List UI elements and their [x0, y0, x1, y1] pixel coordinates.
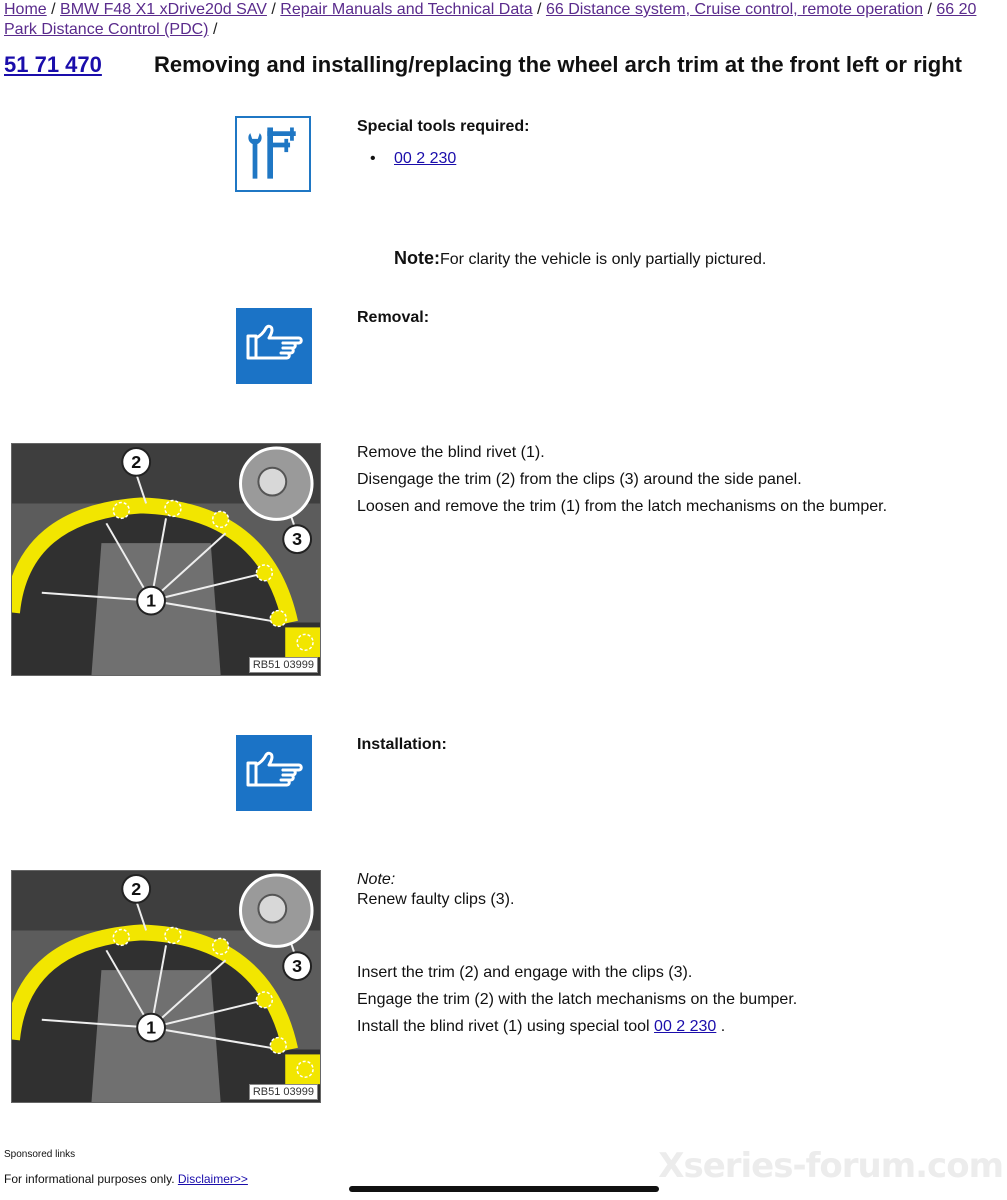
pointing-hand-icon — [236, 308, 312, 384]
removal-step: Remove the blind rivet (1). — [357, 444, 545, 461]
installation-step: Engage the trim (2) with the latch mechanisms on the bumper. — [357, 991, 798, 1008]
installation-step-text: Install the blind rivet (1) using special tool — [357, 1018, 650, 1035]
breadcrumb-manuals-link[interactable]: Repair Manuals and Technical Data — [280, 1, 533, 18]
removal-step: Disengage the trim (2) from the clips (3) around the side panel. — [357, 471, 802, 488]
sponsored-links-label: Sponsored links — [4, 1149, 76, 1160]
installation-steps — [357, 959, 797, 1040]
figure-code: RB51 03999 — [249, 657, 318, 673]
breadcrumb-separator: / — [212, 21, 218, 38]
breadcrumb-separator: / — [927, 1, 932, 18]
breadcrumb-separator: / — [51, 1, 56, 18]
installation-note-label: Note: — [357, 871, 396, 888]
installation-figure — [11, 870, 321, 1103]
home-indicator[interactable] — [349, 1186, 659, 1192]
figure-code: RB51 03999 — [249, 1084, 318, 1100]
special-tool-link[interactable]: 00 2 230 — [394, 150, 457, 167]
installation-heading: Installation: — [357, 736, 447, 753]
disclaimer-link[interactable]: Disclaimer>> — [177, 1172, 248, 1186]
footer-info — [4, 1172, 248, 1186]
callout-1: 1 — [146, 590, 157, 611]
repair-code-link[interactable]: 51 71 470 — [4, 52, 102, 77]
special-tools-icon — [235, 116, 311, 192]
callout-3: 3 — [292, 529, 303, 550]
special-tools-heading: Special tools required: — [357, 118, 530, 135]
special-tool-link[interactable]: 00 2 230 — [654, 1018, 717, 1035]
pointing-hand-icon — [236, 735, 312, 811]
removal-step: Loosen and remove the trim (1) from the latch mechanisms on the bumper. — [357, 498, 888, 515]
list-bullet: • — [370, 150, 376, 167]
breadcrumb-model-link[interactable]: BMW F48 X1 xDrive20d SAV — [60, 1, 267, 18]
breadcrumb-subgroup-link[interactable]: 66 20 Park Distance Control (PDC) — [4, 1, 977, 38]
installation-step — [357, 1013, 797, 1040]
site-watermark: Xseries-forum.com — [658, 1146, 1003, 1186]
callout-2: 2 — [131, 878, 142, 899]
installation-step: Insert the trim (2) and engage with the clips (3). — [357, 964, 693, 981]
removal-heading: Removal: — [357, 309, 430, 326]
special-tools-list — [370, 150, 456, 168]
page-title-text: Removing and installing/replacing the wheel arch trim at the front left or right — [154, 52, 962, 77]
removal-steps — [357, 439, 887, 520]
general-note — [394, 248, 766, 269]
breadcrumb — [4, 0, 1002, 40]
note-label: Note: — [394, 248, 440, 268]
page-title — [4, 52, 1004, 82]
breadcrumb-separator: / — [537, 1, 542, 18]
breadcrumb-separator: / — [271, 1, 276, 18]
note-text: For clarity the vehicle is only partially pictured. — [440, 251, 767, 268]
callout-1: 1 — [146, 1017, 157, 1038]
callout-2: 2 — [131, 451, 142, 472]
installation-note — [357, 870, 514, 910]
installation-step-suffix: . — [720, 1018, 726, 1035]
installation-note-text: Renew faulty clips (3). — [357, 891, 515, 908]
callout-3: 3 — [292, 956, 303, 977]
footer-info-text: For informational purposes only. — [4, 1172, 175, 1186]
breadcrumb-home-link[interactable]: Home — [4, 1, 47, 18]
breadcrumb-group-link[interactable]: 66 Distance system, Cruise control, remote operation — [545, 1, 924, 18]
removal-figure — [11, 443, 321, 676]
